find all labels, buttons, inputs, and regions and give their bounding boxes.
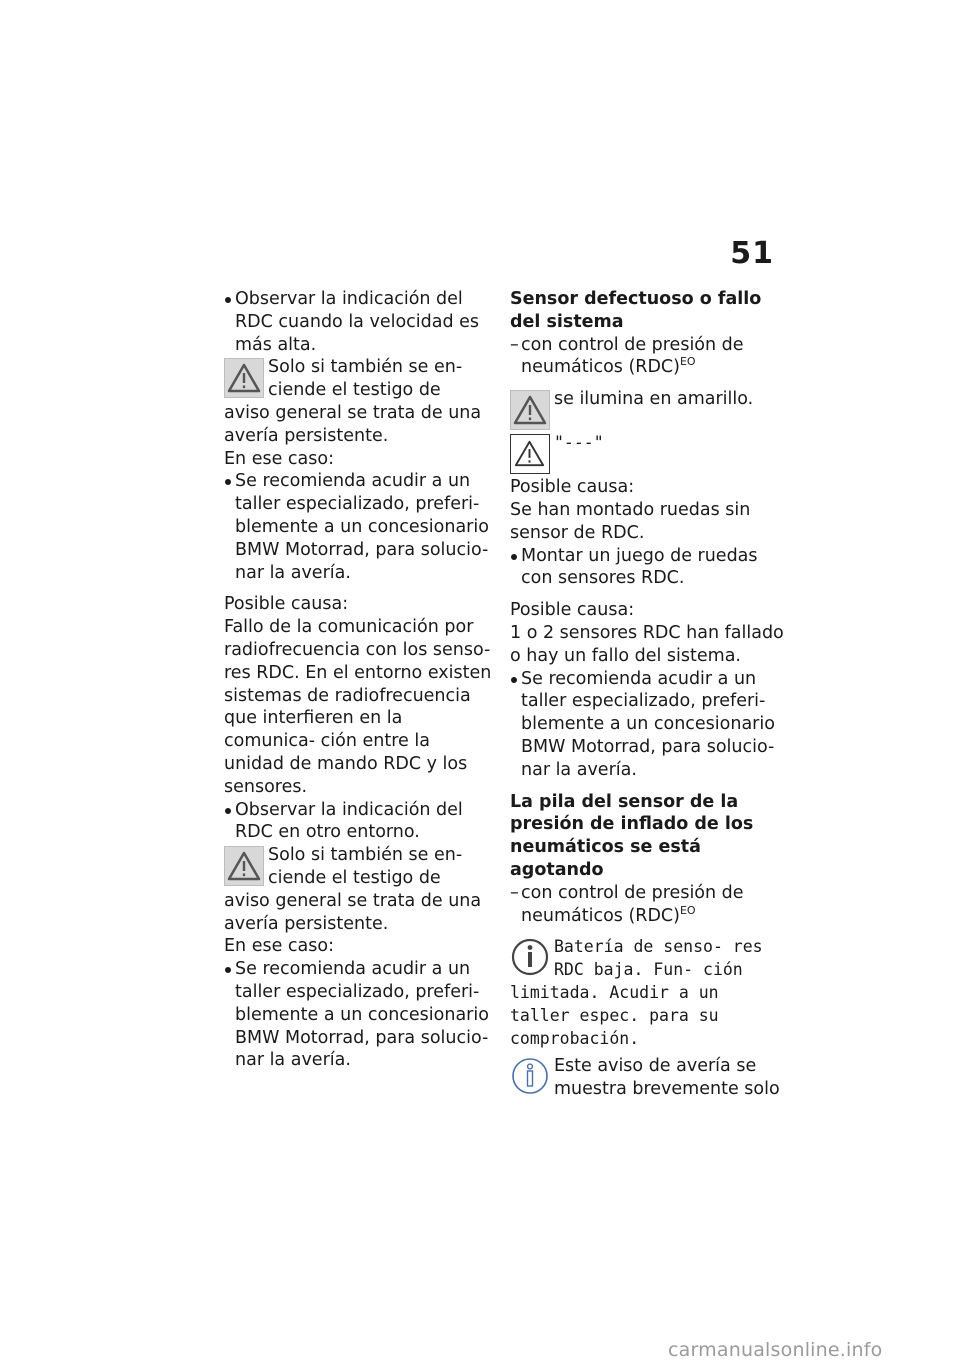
condition-superscript: EO bbox=[679, 903, 696, 917]
condition-text: con control de presión de neumáticos (RDC) bbox=[521, 882, 744, 926]
warning-triangle-icon bbox=[224, 358, 264, 398]
condition-superscript: EO bbox=[679, 355, 696, 369]
bullet-item: Se recomienda acudir a un taller especializado, preferi- blemente a un concesionario BMW Motorrad, para solucio- nar la avería. bbox=[224, 958, 492, 1072]
condition-item bbox=[510, 334, 785, 380]
section-heading: Sensor defectuoso o fallo del sistema bbox=[510, 289, 762, 332]
cause-text: Se han montado ruedas sin sensor de RDC. bbox=[510, 499, 751, 543]
bullet-item: Montar un juego de ruedas con sensores RDC. bbox=[510, 545, 785, 591]
bullet-item: Se recomienda acudir a un taller especializado, preferi- blemente a un concesionario BMW Motorrad, para solucio- nar la avería. bbox=[224, 470, 492, 584]
warning-triangle-icon bbox=[510, 434, 550, 474]
warning-note-text: Solo si también se en- ciende el testigo de aviso general se trata de una avería persistente. bbox=[224, 357, 482, 446]
cause-label: Posible causa: bbox=[510, 600, 635, 621]
info-note bbox=[510, 1050, 785, 1101]
warning-note-text: Solo si también se en- ciende el testigo de aviso general se trata de una avería persistente. bbox=[224, 845, 482, 934]
display-message-row bbox=[510, 936, 785, 1050]
watermark-footer: carmanualsonline.info bbox=[668, 1339, 883, 1361]
info-note-text: Este aviso de avería se muestra brevemente solo bbox=[554, 1056, 780, 1100]
right-column bbox=[510, 288, 785, 1101]
cause-label: Posible causa: bbox=[224, 594, 349, 615]
info-outline-icon bbox=[510, 1055, 550, 1097]
cause-text: 1 o 2 sensores RDC han fallado o hay un fallo del sistema. bbox=[510, 622, 784, 666]
condition-text: con control de presión de neumáticos (RDC) bbox=[521, 334, 744, 378]
info-icon bbox=[510, 936, 550, 978]
section-heading: La pila del sensor de la presión de inflado de los neumáticos se está agotando bbox=[510, 791, 754, 880]
indicator-text: se ilumina en amarillo. bbox=[554, 389, 754, 410]
left-column bbox=[224, 288, 492, 1072]
page-number: 51 bbox=[730, 236, 774, 271]
warning-triangle-icon bbox=[224, 846, 264, 886]
warning-triangle-icon bbox=[510, 390, 550, 430]
indicator-row bbox=[510, 388, 785, 411]
display-row bbox=[510, 432, 785, 455]
display-readout: "---" bbox=[554, 433, 604, 453]
warning-note bbox=[224, 356, 492, 447]
cause-label: Posible causa: bbox=[510, 477, 635, 498]
condition-item bbox=[510, 882, 785, 928]
case-label: En ese caso: bbox=[224, 448, 334, 469]
bullet-item: Observar la indicación del RDC cuando la velocidad es más alta. bbox=[224, 288, 492, 356]
bullet-item: Observar la indicación del RDC en otro entorno. bbox=[224, 799, 492, 845]
warning-note bbox=[224, 844, 492, 935]
cause-text: Fallo de la comunicación por radiofrecuencia con los senso- res RDC. En el entorno existen sistemas de radiofrecuencia que interfieren en la comunica- ción entre la unidad de mando RDC y los sensores. bbox=[224, 617, 492, 797]
bullet-item: Se recomienda acudir a un taller especializado, preferi- blemente a un concesionario BMW Motorrad, para solucio- nar la avería. bbox=[510, 668, 785, 782]
display-message: Batería de senso- res RDC baja. Fun- ción limitada. Acudir a un taller espec. para su comprobación. bbox=[510, 937, 763, 1048]
case-label: En ese caso: bbox=[224, 936, 334, 957]
